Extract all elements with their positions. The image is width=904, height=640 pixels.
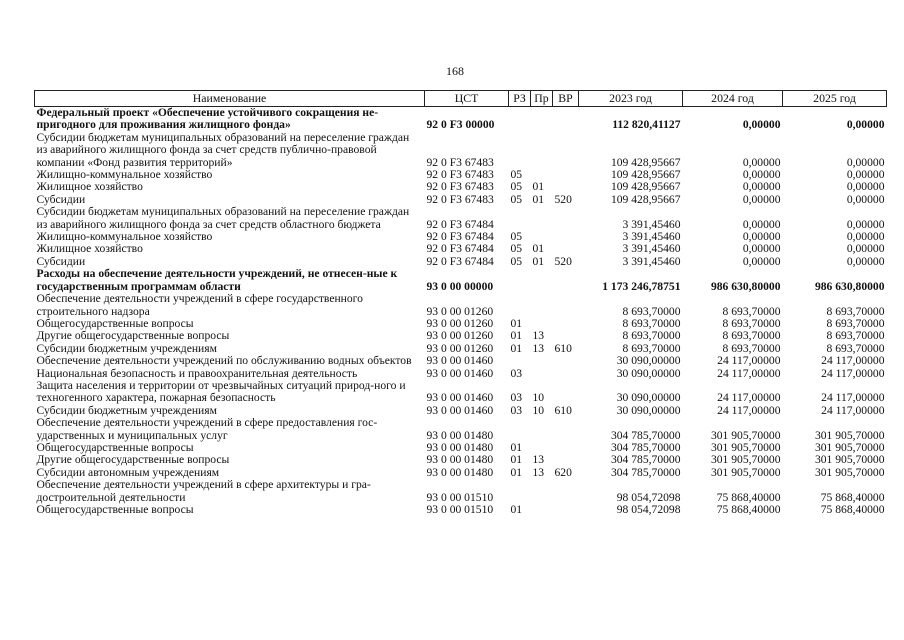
row-cst: 92 0 F3 67483: [426, 192, 494, 206]
row-vr: [553, 169, 579, 181]
row-rz: [509, 268, 531, 293]
row-cst: 93 0 00 01460: [426, 354, 494, 368]
row-rz: 03: [510, 403, 523, 417]
row-vr: [553, 268, 579, 293]
row-rz: [509, 355, 531, 367]
row-vr: 610: [554, 341, 572, 355]
row-cst: 93 0 00 01510: [426, 490, 494, 504]
header-pr: Пр: [531, 91, 553, 107]
row-2023: 109 428,95667: [610, 192, 681, 206]
row-cst: 92 0 F3 67484: [426, 242, 494, 256]
row-name: Субсидии бюджетным учреждениям: [36, 403, 217, 417]
table-row: [35, 107, 887, 132]
row-pr: 01: [532, 180, 545, 194]
row-2024: 8 693,70000: [722, 304, 781, 318]
row-cst: 92 0 F3 67484: [426, 217, 494, 231]
row-vr: [553, 132, 579, 169]
row-name: Обеспечение деятельности учреждений в сфере предоставления гос-ударственных и муниципальных услуг: [36, 416, 378, 442]
row-name: Жилищно-коммунальное хозяйство: [36, 230, 213, 244]
row-pr: 01: [532, 192, 545, 206]
table-row: [35, 380, 887, 405]
row-rz: 05: [510, 180, 523, 194]
row-rz: 03: [510, 366, 523, 380]
row-vr: [553, 243, 579, 255]
row-rz: [509, 107, 531, 132]
row-name: Защита населения и территории от чрезвычайных ситуаций природ-ного и техногенного характера, пожарная безопасность: [36, 378, 406, 405]
row-2024: 75 868,40000: [716, 503, 781, 516]
table-body: [35, 107, 887, 517]
budget-table: [34, 90, 887, 516]
row-name: Жилищное хозяйство: [36, 242, 143, 256]
row-rz: 01: [510, 329, 523, 343]
row-2024: 0,00000: [742, 217, 781, 231]
row-rz: 03: [510, 391, 523, 405]
row-vr: 610: [554, 403, 572, 417]
row-2024: 8 693,70000: [722, 316, 781, 330]
row-2025: 8 693,70000: [826, 341, 885, 355]
row-vr: [553, 107, 579, 132]
row-2023: 3 391,45460: [622, 254, 681, 268]
row-2023: 8 693,70000: [622, 329, 681, 343]
row-pr: [531, 132, 553, 169]
row-2025: 0,00000: [846, 155, 885, 169]
row-pr: 01: [532, 254, 545, 268]
row-rz: [509, 417, 531, 442]
row-cst: 93 0 00 01460: [426, 366, 494, 380]
row-2023: 112 820,41127: [612, 118, 681, 132]
row-name: Общегосударственные вопросы: [36, 440, 194, 454]
header-name: Наименование: [35, 91, 425, 107]
row-pr: [531, 355, 553, 367]
row-name: Обеспечение деятельности учреждений по обслуживанию водных объектов: [36, 354, 412, 368]
row-2024: 0,00000: [742, 230, 781, 244]
row-2023: 304 785,70000: [610, 428, 681, 442]
row-vr: [553, 417, 579, 442]
row-2024: 24 117,00000: [717, 391, 781, 405]
row-pr: 13: [532, 453, 545, 467]
row-2025: 24 117,00000: [821, 391, 885, 405]
row-2025: 8 693,70000: [826, 316, 885, 330]
row-name: Субсидии: [36, 254, 86, 268]
row-rz: 01: [510, 341, 523, 355]
row-cst: 93 0 00 01260: [426, 329, 494, 343]
row-2023: 30 090,00000: [616, 403, 681, 417]
row-2023: 98 054,72098: [616, 490, 681, 504]
row-vr: 520: [554, 254, 572, 268]
row-2025: 8 693,70000: [826, 304, 885, 318]
row-vr: [553, 368, 579, 380]
header-2024: 2024 год: [683, 91, 783, 107]
row-cst: 93 0 00 01260: [426, 304, 494, 318]
row-2024: 24 117,00000: [717, 366, 781, 380]
row-2024: 0,00000: [742, 242, 781, 256]
row-2024: 0,00000: [742, 168, 781, 182]
row-vr: 520: [554, 192, 572, 206]
row-cst: 92 0 F3 67483: [426, 155, 494, 169]
row-pr: 13: [532, 329, 545, 343]
row-2023: 98 054,72098: [616, 503, 681, 516]
row-2024: 301 905,70000: [710, 453, 781, 467]
row-pr: 10: [532, 391, 545, 405]
row-rz: 05: [510, 242, 523, 256]
header-vr: ВР: [553, 91, 579, 107]
row-2024: 301 905,70000: [710, 465, 781, 479]
row-name: Субсидии: [36, 192, 86, 206]
row-cst: 93 0 00 00000: [426, 279, 494, 293]
row-2024: 986 630,80000: [710, 279, 781, 293]
row-cst: 93 0 00 01510: [426, 503, 494, 516]
row-name: Субсидии бюджетным учреждениям: [36, 341, 217, 355]
row-cst: 93 0 00 01480: [426, 453, 494, 467]
row-2025: 0,00000: [846, 242, 885, 256]
row-2023: 304 785,70000: [610, 453, 681, 467]
row-2025: 301 905,70000: [814, 465, 885, 479]
row-name: Обеспечение деятельности учреждений в сфере государственного строительного надзора: [36, 292, 363, 318]
row-rz: 05: [510, 192, 523, 206]
row-pr: 01: [532, 242, 545, 256]
row-vr: [553, 330, 579, 342]
row-2023: 304 785,70000: [610, 440, 681, 454]
header-cst: ЦСТ: [425, 91, 509, 107]
table-header-row: [35, 91, 887, 107]
row-2025: 0,00000: [846, 230, 885, 244]
row-2024: 0,00000: [742, 254, 781, 268]
row-rz: 01: [510, 503, 523, 516]
row-2023: 8 693,70000: [622, 316, 681, 330]
row-cst: 93 0 00 01460: [426, 403, 494, 417]
row-2024: 301 905,70000: [710, 428, 781, 442]
row-pr: [531, 206, 553, 231]
row-name: Общегосударственные вопросы: [36, 503, 194, 516]
row-rz: 05: [510, 254, 523, 268]
row-2023: 1 173 246,78751: [602, 279, 681, 293]
row-2025: 301 905,70000: [814, 440, 885, 454]
row-2023: 109 428,95667: [610, 168, 681, 182]
row-pr: 10: [532, 403, 545, 417]
row-2025: 75 868,40000: [820, 503, 885, 516]
row-pr: [531, 368, 553, 380]
row-2024: 0,00000: [742, 155, 781, 169]
row-2023: 109 428,95667: [610, 180, 681, 194]
row-pr: [531, 107, 553, 132]
table-row: [35, 206, 887, 231]
row-pr: [531, 417, 553, 442]
table-row: [35, 330, 887, 342]
row-rz: 01: [510, 316, 523, 330]
row-cst: 92 0 F3 67483: [426, 168, 494, 182]
row-pr: 13: [532, 465, 545, 479]
row-rz: [509, 479, 531, 504]
row-cst: 93 0 00 01480: [426, 428, 494, 442]
row-2024: 0,00000: [742, 192, 781, 206]
row-2023: 304 785,70000: [610, 465, 681, 479]
row-2025: 24 117,00000: [821, 403, 885, 417]
row-pr: [531, 268, 553, 293]
table-row: [35, 504, 887, 516]
row-rz: 01: [510, 465, 523, 479]
row-cst: 93 0 00 01260: [426, 341, 494, 355]
row-vr: 620: [554, 465, 572, 479]
row-cst: 93 0 00 01480: [426, 440, 494, 454]
row-pr: [531, 293, 553, 318]
row-rz: 05: [510, 230, 523, 244]
table-row: [35, 243, 887, 255]
row-2025: 301 905,70000: [814, 428, 885, 442]
table-row: [35, 454, 887, 466]
row-cst: 92 0 F3 67484: [426, 230, 494, 244]
row-2023: 8 693,70000: [622, 341, 681, 355]
row-cst: 93 0 00 01260: [426, 316, 494, 330]
page-number: 168: [446, 64, 464, 78]
row-2025: 75 868,40000: [820, 490, 885, 504]
row-name: Федеральный проект «Обеспечение устойчивого сокращения не-пригодного для проживания жилищного фонда»: [36, 106, 379, 132]
header-2025: 2025 год: [783, 91, 887, 107]
row-2023: 3 391,45460: [622, 230, 681, 244]
table-row: [35, 181, 887, 193]
header-2023: 2023 год: [579, 91, 683, 107]
row-vr: [553, 504, 579, 516]
row-2023: 30 090,00000: [616, 366, 681, 380]
row-2025: 986 630,80000: [814, 279, 885, 293]
row-2024: 24 117,00000: [717, 403, 781, 417]
row-2024: 75 868,40000: [716, 490, 781, 504]
row-vr: [553, 318, 579, 330]
row-rz: [509, 132, 531, 169]
row-vr: [553, 206, 579, 231]
row-rz: [509, 293, 531, 318]
row-2023: 30 090,00000: [616, 391, 681, 405]
row-name: Субсидии бюджетам муниципальных образований на переселение граждан из аварийного жилищного фонда за счет средств областного бюджета: [36, 205, 410, 231]
row-name: Обеспечение деятельности учреждений в сфере архитектуры и гра-достроительной деятельности: [36, 478, 371, 504]
row-vr: [553, 293, 579, 318]
table-row: [35, 417, 887, 442]
row-cst: 92 0 F3 67484: [426, 254, 494, 268]
row-name: Национальная безопасность и правоохранительная деятельность: [36, 366, 358, 380]
row-vr: [553, 355, 579, 367]
row-2025: 24 117,00000: [821, 354, 885, 368]
row-2024: 8 693,70000: [722, 329, 781, 343]
row-pr: [531, 479, 553, 504]
row-vr: [553, 380, 579, 405]
row-name: Жилищное хозяйство: [36, 180, 143, 194]
row-2024: 24 117,00000: [717, 354, 781, 368]
row-2025: 24 117,00000: [821, 366, 885, 380]
row-name: Жилищно-коммунальное хозяйство: [36, 168, 213, 182]
row-cst: 93 0 00 01460: [426, 391, 494, 405]
row-2025: 0,00000: [846, 180, 885, 194]
row-2025: 0,00000: [846, 118, 885, 132]
row-2024: 8 693,70000: [722, 341, 781, 355]
row-2023: 30 090,00000: [616, 354, 681, 368]
row-2025: 0,00000: [846, 192, 885, 206]
row-2023: 3 391,45460: [622, 242, 681, 256]
row-name: Субсидии бюджетам муниципальных образований на переселение граждан из аварийного жилищного фонда за счет средств публично-правовой компании «Фонд развития территорий»: [36, 130, 410, 169]
row-rz: 05: [510, 168, 523, 182]
row-cst: 92 0 F3 67483: [426, 180, 494, 194]
table-row: [35, 355, 887, 367]
row-rz: 01: [510, 453, 523, 467]
row-vr: [553, 454, 579, 466]
row-2025: 8 693,70000: [826, 329, 885, 343]
row-pr: 13: [532, 341, 545, 355]
row-rz: [509, 206, 531, 231]
row-2023: 109 428,95667: [610, 155, 681, 169]
row-rz: 01: [510, 440, 523, 454]
table-row: [35, 132, 887, 169]
row-name: Субсидии автономным учреждениям: [36, 465, 220, 479]
row-2024: 0,00000: [742, 180, 781, 194]
row-vr: [553, 442, 579, 454]
row-cst: 93 0 00 01480: [426, 465, 494, 479]
row-2025: 0,00000: [846, 168, 885, 182]
row-vr: [553, 231, 579, 243]
row-cst: 92 0 F3 00000: [426, 118, 495, 132]
row-2025: 0,00000: [846, 217, 885, 231]
row-2025: 0,00000: [846, 254, 885, 268]
row-name: Другие общегосударственные вопросы: [36, 453, 230, 467]
row-name: Другие общегосударственные вопросы: [36, 329, 230, 343]
header-rz: РЗ: [509, 91, 531, 107]
row-name: Общегосударственные вопросы: [36, 316, 194, 330]
row-2025: 301 905,70000: [814, 453, 885, 467]
table-row: [35, 293, 887, 318]
row-2023: 3 391,45460: [622, 217, 681, 231]
row-pr: [531, 504, 553, 516]
row-2023: 8 693,70000: [622, 304, 681, 318]
table-row: [35, 268, 887, 293]
row-2024: 0,00000: [742, 118, 781, 132]
row-2024: 301 905,70000: [710, 440, 781, 454]
row-name: Расходы на обеспечение деятельности учреждений, не отнесен-ные к государственным программам области: [36, 267, 398, 293]
row-vr: [553, 181, 579, 193]
table-row: [35, 479, 887, 504]
row-vr: [553, 479, 579, 504]
